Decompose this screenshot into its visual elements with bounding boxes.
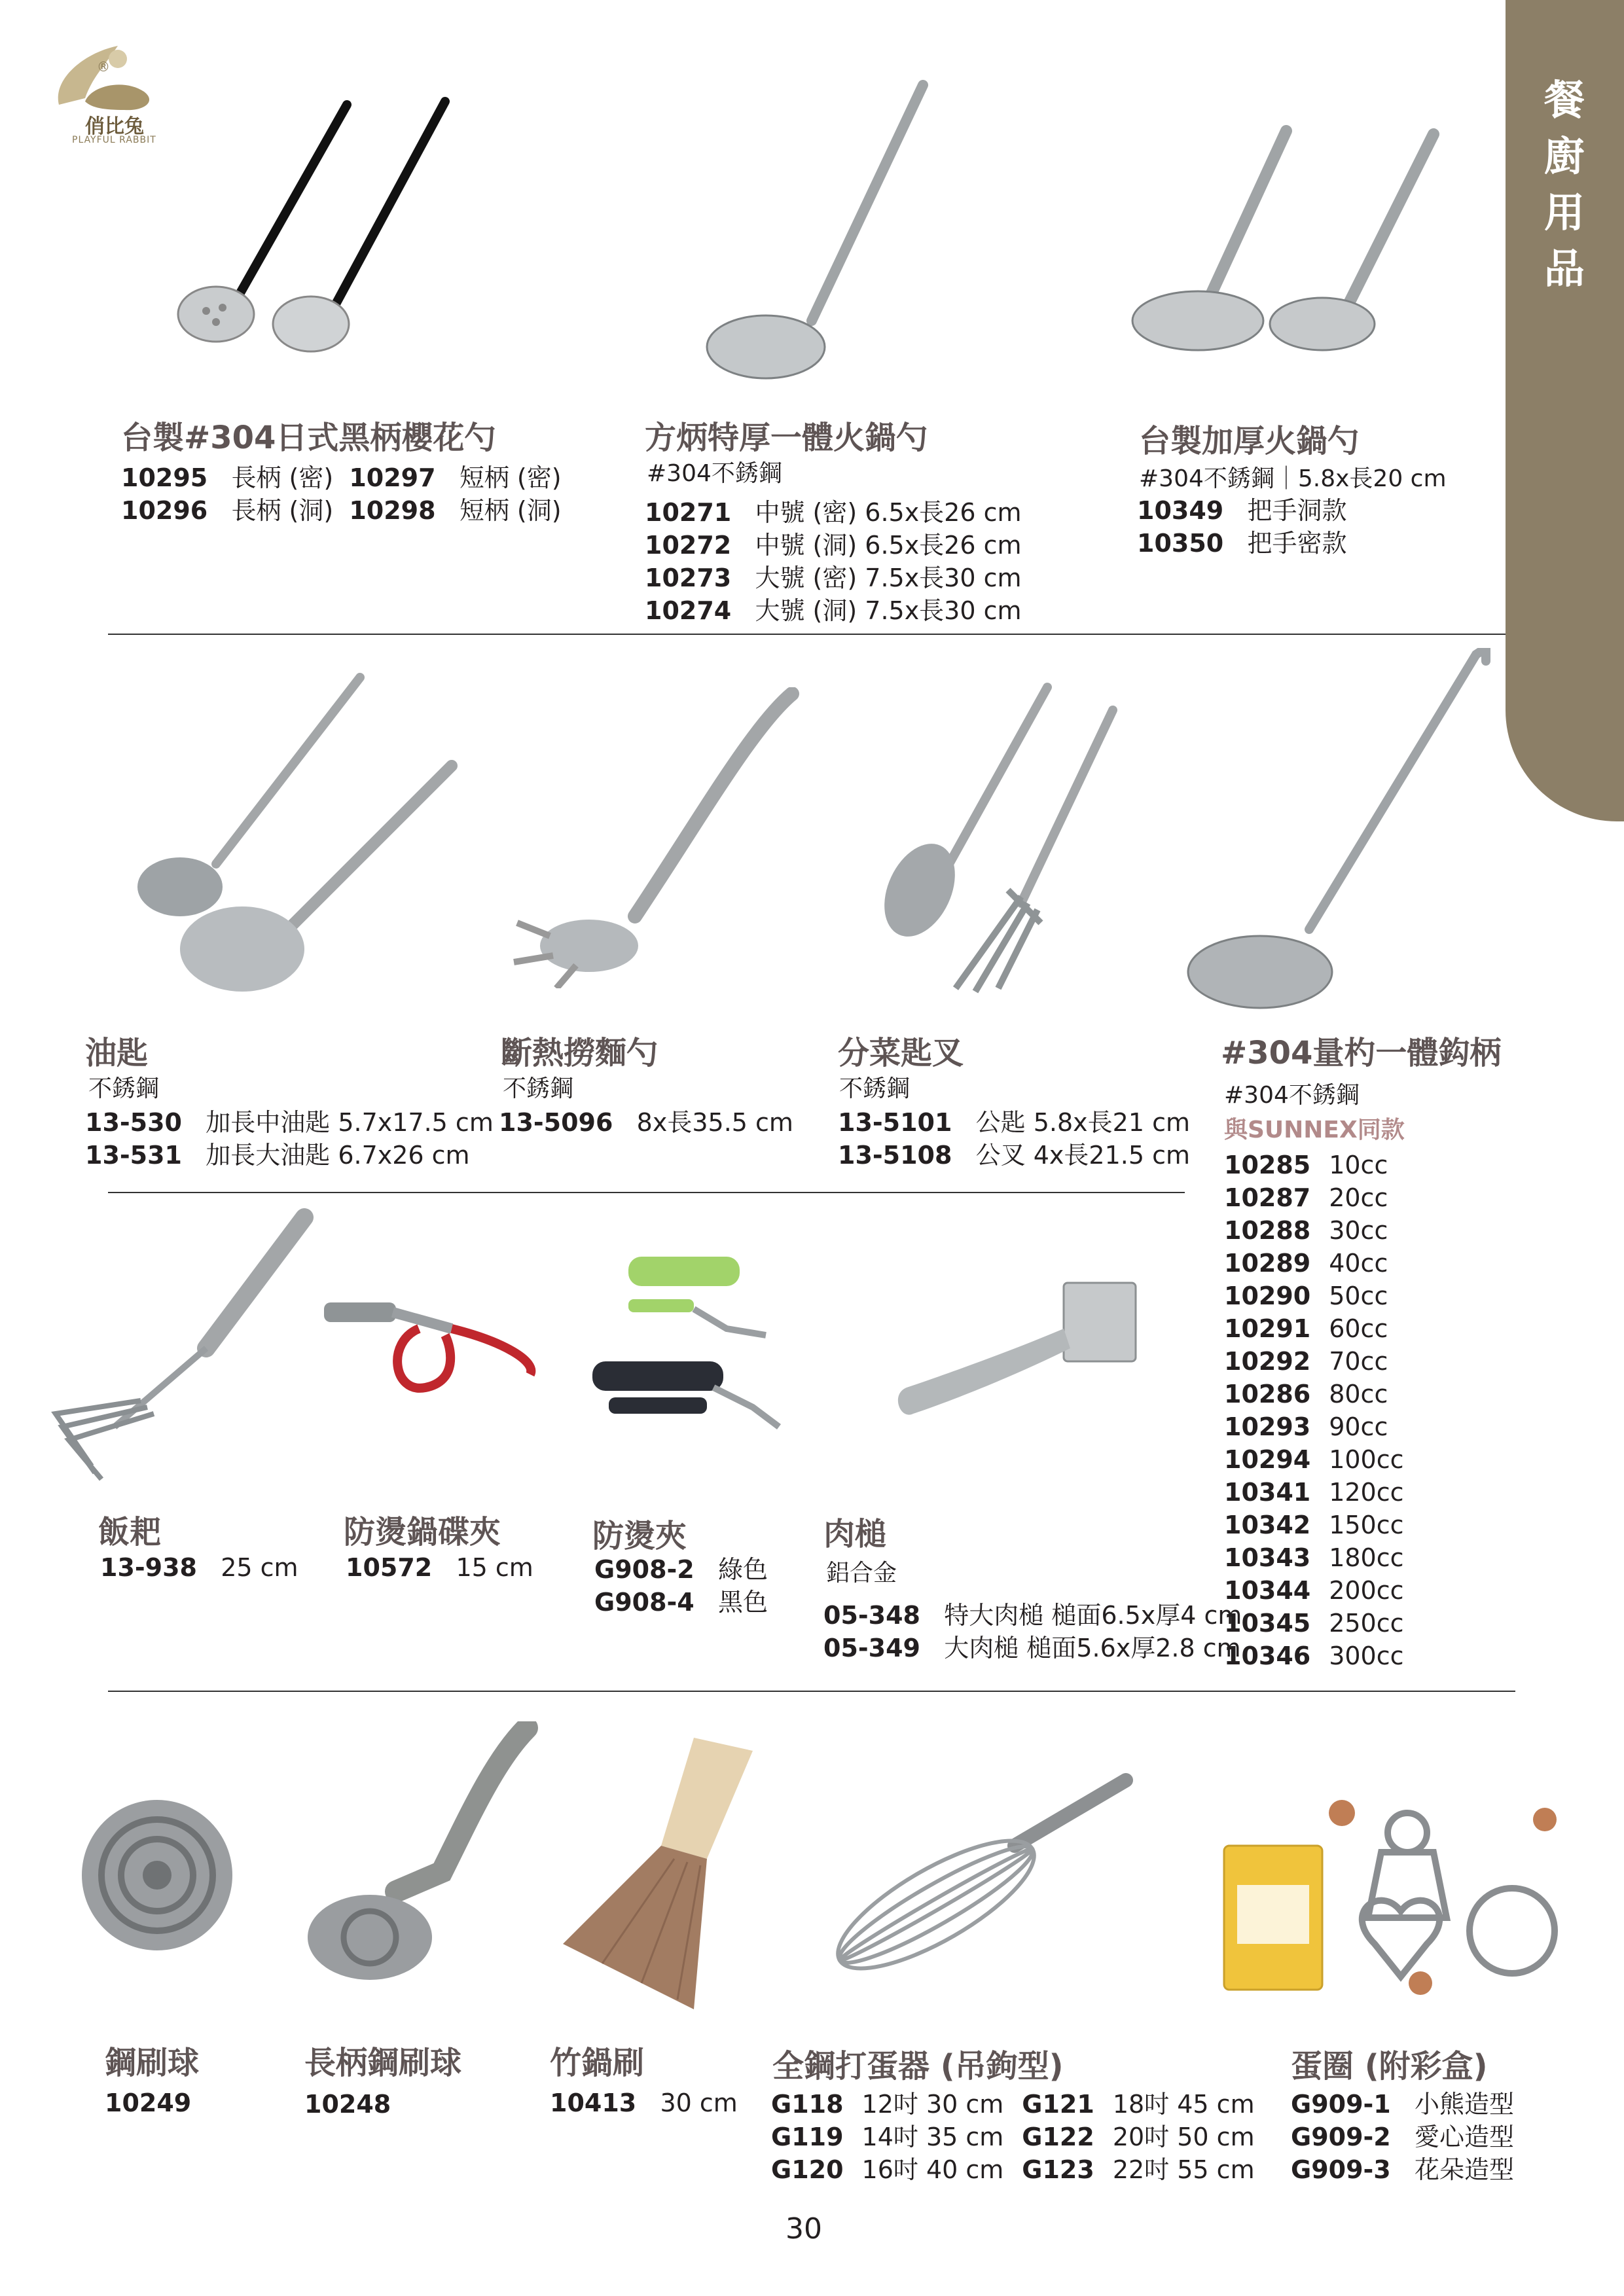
- code: 10287: [1224, 1183, 1311, 1212]
- desc: 公叉 4x長21.5 cm: [975, 1141, 1191, 1170]
- capacity: 30cc: [1329, 1216, 1388, 1245]
- spec-block: [1137, 494, 1346, 560]
- code: 10273: [645, 564, 732, 592]
- code: 10344: [1224, 1576, 1311, 1605]
- material: 不銹鋼: [839, 1075, 911, 1102]
- size-table: [771, 2088, 1273, 2186]
- product-title: 斷熱撈麵勺: [501, 1035, 659, 1071]
- category-tab: [1506, 0, 1624, 821]
- code: 10249: [105, 2089, 192, 2117]
- bamboo-brush-image: [543, 1728, 759, 2016]
- desc: 12吋 30 cm: [861, 2090, 1004, 2119]
- product-title: 肉槌: [823, 1516, 887, 1552]
- code: 10342: [1224, 1511, 1311, 1539]
- desc: 25 cm: [221, 1553, 298, 1582]
- code: G908-2: [594, 1555, 695, 1584]
- egg-ring-image: [1211, 1793, 1564, 2009]
- product-title: 防燙夾: [592, 1518, 687, 1554]
- product-title: 全鋼打蛋器 (吊鉤型): [772, 2048, 1064, 2085]
- table-row: [1224, 1509, 1422, 1541]
- table-row: [1224, 1410, 1422, 1443]
- desc: 長柄 (洞): [231, 496, 334, 525]
- registered-mark: ®: [97, 59, 110, 75]
- table-row: [1224, 1640, 1422, 1672]
- desc: 把手洞款: [1247, 496, 1347, 525]
- capacity: 180cc: [1329, 1543, 1404, 1572]
- size-table: [1224, 1149, 1422, 1672]
- spec-block: [823, 1599, 1242, 1664]
- spec-block: [550, 2087, 738, 2119]
- spec-block: [499, 1106, 793, 1139]
- category-tab-label: 餐廚用品: [1543, 76, 1585, 293]
- code: G908-4: [594, 1588, 695, 1617]
- table-row: [1224, 1247, 1422, 1280]
- code: G909-2: [1291, 2123, 1391, 2151]
- code: 10413: [550, 2089, 637, 2117]
- code: 13-530: [85, 1108, 182, 1137]
- desc: 愛心造型: [1414, 2123, 1514, 2151]
- code: 05-348: [823, 1601, 920, 1630]
- serving-spoon-fork-image: [877, 681, 1132, 995]
- desc: 小熊造型: [1414, 2090, 1514, 2119]
- brand-logo: [46, 39, 177, 151]
- code: 10272: [645, 531, 732, 560]
- whisk-image: [818, 1767, 1146, 2003]
- desc: 黑色: [717, 1588, 768, 1617]
- product-title: 飯耙: [98, 1514, 162, 1551]
- product-title: 鋼刷球: [105, 2045, 200, 2081]
- table-row: [1224, 1280, 1422, 1312]
- desc: 短柄 (洞): [459, 496, 562, 525]
- capacity: 200cc: [1329, 1576, 1404, 1605]
- code: 10298: [349, 496, 436, 525]
- long-handle-scrubber-image: [298, 1721, 540, 1996]
- desc: 加長大油匙 6.7x26 cm: [206, 1141, 470, 1170]
- desc: 花朵造型: [1414, 2155, 1514, 2184]
- capacity: 50cc: [1329, 1282, 1388, 1310]
- pasta-server-image: [504, 687, 805, 988]
- spec-block: [105, 2087, 191, 2119]
- capacity: 300cc: [1329, 1641, 1404, 1670]
- code: 10297: [349, 463, 436, 492]
- table-row: [1224, 1541, 1422, 1574]
- spec-block: [838, 1106, 1190, 1172]
- pot-gripper-image: [583, 1250, 792, 1440]
- code: 10248: [304, 2090, 391, 2119]
- desc: 特大肉槌 槌面6.5x厚4 cm: [944, 1601, 1242, 1630]
- spec-block: [85, 1106, 494, 1172]
- desc: 長柄 (密): [231, 463, 334, 492]
- desc: 大號 (密) 7.5x長30 cm: [755, 564, 1022, 592]
- code: 10341: [1224, 1478, 1311, 1507]
- material: 不銹鋼: [503, 1075, 574, 1102]
- product-title: 台製#304日式黑柄櫻花勺: [121, 420, 496, 456]
- desc: 綠色: [717, 1555, 768, 1584]
- capacity: 90cc: [1329, 1412, 1388, 1441]
- spec-block: [645, 496, 1022, 627]
- code: 13-5096: [499, 1108, 613, 1137]
- code: 10295: [121, 463, 208, 492]
- capacity: 120cc: [1329, 1478, 1404, 1507]
- divider: [108, 1691, 1515, 1692]
- compatibility-note: 與SUNNEX同款: [1224, 1117, 1405, 1143]
- material: #304不銹鋼: [1224, 1082, 1360, 1109]
- code: G909-3: [1291, 2155, 1391, 2184]
- brand-name-en: PLAYFUL RABBIT: [72, 135, 156, 145]
- code: G122: [1022, 2123, 1094, 2151]
- code: G118: [771, 2090, 844, 2119]
- spec-block: [1291, 2088, 1514, 2186]
- desc: 8x長35.5 cm: [636, 1108, 793, 1137]
- code: G123: [1022, 2155, 1094, 2184]
- steel-scrubber-image: [79, 1793, 236, 1957]
- code: 10291: [1224, 1314, 1311, 1343]
- material: #304不銹鋼｜5.8x長20 cm: [1139, 465, 1447, 492]
- product-title: 蛋圈 (附彩盒): [1291, 2048, 1488, 2085]
- desc: 22吋 55 cm: [1112, 2155, 1255, 2184]
- desc: 30 cm: [660, 2089, 738, 2117]
- divider: [108, 1192, 1185, 1193]
- code: G121: [1022, 2090, 1094, 2119]
- code: 10285: [1224, 1151, 1311, 1179]
- measuring-ladle-image: [1178, 648, 1506, 1014]
- brand-name: 俏比兔: [85, 115, 144, 138]
- spec-block: [346, 1551, 533, 1584]
- code: 10286: [1224, 1380, 1311, 1408]
- code: 10349: [1137, 496, 1224, 525]
- code: 10293: [1224, 1412, 1311, 1441]
- desc: 16吋 40 cm: [861, 2155, 1004, 2184]
- desc: 大號 (洞) 7.5x長30 cm: [755, 596, 1022, 625]
- desc: 15 cm: [456, 1553, 533, 1582]
- plate-clip-image: [321, 1289, 543, 1420]
- code: 10290: [1224, 1282, 1311, 1310]
- table-row: [1224, 1378, 1422, 1410]
- capacity: 10cc: [1329, 1151, 1388, 1179]
- capacity: 150cc: [1329, 1511, 1404, 1539]
- table-row: [1224, 1149, 1422, 1181]
- code: 10271: [645, 498, 732, 527]
- capacity: 60cc: [1329, 1314, 1388, 1343]
- spec-block: [304, 2088, 391, 2121]
- code: G119: [771, 2123, 844, 2151]
- desc: 大肉槌 槌面5.6x厚2.8 cm: [944, 1634, 1241, 1662]
- thick-hotpot-ladle-image: [1126, 118, 1466, 367]
- code: 13-5101: [838, 1108, 952, 1137]
- table-row: [1224, 1345, 1422, 1378]
- code: 05-349: [823, 1634, 920, 1662]
- code: 10296: [121, 496, 208, 525]
- code: 10274: [645, 596, 732, 625]
- hotpot-ladle-image: [694, 72, 956, 386]
- code: 10350: [1137, 529, 1224, 558]
- spec-block: [121, 461, 562, 527]
- desc: 18吋 45 cm: [1112, 2090, 1255, 2119]
- page-number: 30: [785, 2212, 822, 2246]
- code: 13-5108: [838, 1141, 952, 1170]
- desc: 短柄 (密): [459, 463, 562, 492]
- material: #304不銹鋼: [647, 460, 782, 487]
- code: G909-1: [1291, 2090, 1391, 2119]
- rice-rake-image: [43, 1204, 317, 1486]
- capacity: 20cc: [1329, 1183, 1388, 1212]
- capacity: 70cc: [1329, 1347, 1388, 1376]
- desc: 中號 (密) 6.5x長26 cm: [755, 498, 1022, 527]
- capacity: 250cc: [1329, 1609, 1404, 1638]
- desc: 中號 (洞) 6.5x長26 cm: [755, 531, 1022, 560]
- code: 10346: [1224, 1641, 1311, 1670]
- divider: [108, 634, 1506, 635]
- desc: 加長中油匙 5.7x17.5 cm: [206, 1108, 494, 1137]
- code: 10288: [1224, 1216, 1311, 1245]
- capacity: 80cc: [1329, 1380, 1388, 1408]
- spec-block: [100, 1551, 298, 1584]
- product-title: 竹鍋刷: [550, 2045, 645, 2081]
- table-row: [1224, 1574, 1422, 1607]
- product-title: 防燙鍋碟夾: [344, 1514, 501, 1551]
- code: G120: [771, 2155, 844, 2184]
- table-row: [1224, 1312, 1422, 1345]
- desc: 14吋 35 cm: [861, 2123, 1004, 2151]
- code: 10294: [1224, 1445, 1311, 1474]
- code: 10343: [1224, 1543, 1311, 1572]
- table-row: [1224, 1214, 1422, 1247]
- capacity: 100cc: [1329, 1445, 1404, 1474]
- code: 10292: [1224, 1347, 1311, 1376]
- desc: 把手密款: [1247, 529, 1347, 558]
- table-row: [1224, 1443, 1422, 1476]
- rabbit-logo-icon: [46, 39, 177, 111]
- table-row: [1224, 1181, 1422, 1214]
- material: 鋁合金: [826, 1560, 897, 1587]
- product-title: 長柄鋼刷球: [304, 2045, 462, 2081]
- code: 10289: [1224, 1249, 1311, 1278]
- desc: 公匙 5.8x長21 cm: [975, 1108, 1191, 1137]
- material: 不銹鋼: [88, 1075, 160, 1102]
- oil-spoon-image: [131, 668, 471, 1008]
- product-title: #304量杓一體鈎柄: [1221, 1035, 1502, 1071]
- table-row: [1224, 1476, 1422, 1509]
- code: 10572: [346, 1553, 433, 1582]
- code: 10345: [1224, 1609, 1311, 1638]
- product-title: 油匙: [85, 1035, 149, 1071]
- desc: 20吋 50 cm: [1112, 2123, 1255, 2151]
- code: 13-531: [85, 1141, 182, 1170]
- spec-block: [594, 1553, 768, 1619]
- sakura-ladle-image: [164, 92, 465, 353]
- code: 13-938: [100, 1553, 197, 1582]
- capacity: 40cc: [1329, 1249, 1388, 1278]
- meat-tenderizer-image: [887, 1270, 1168, 1440]
- product-title: 方炳特厚一體火鍋勺: [645, 420, 928, 456]
- table-row: [1224, 1607, 1422, 1640]
- product-title: 分菜匙叉: [838, 1035, 964, 1071]
- product-title: 台製加厚火鍋勺: [1139, 423, 1360, 459]
